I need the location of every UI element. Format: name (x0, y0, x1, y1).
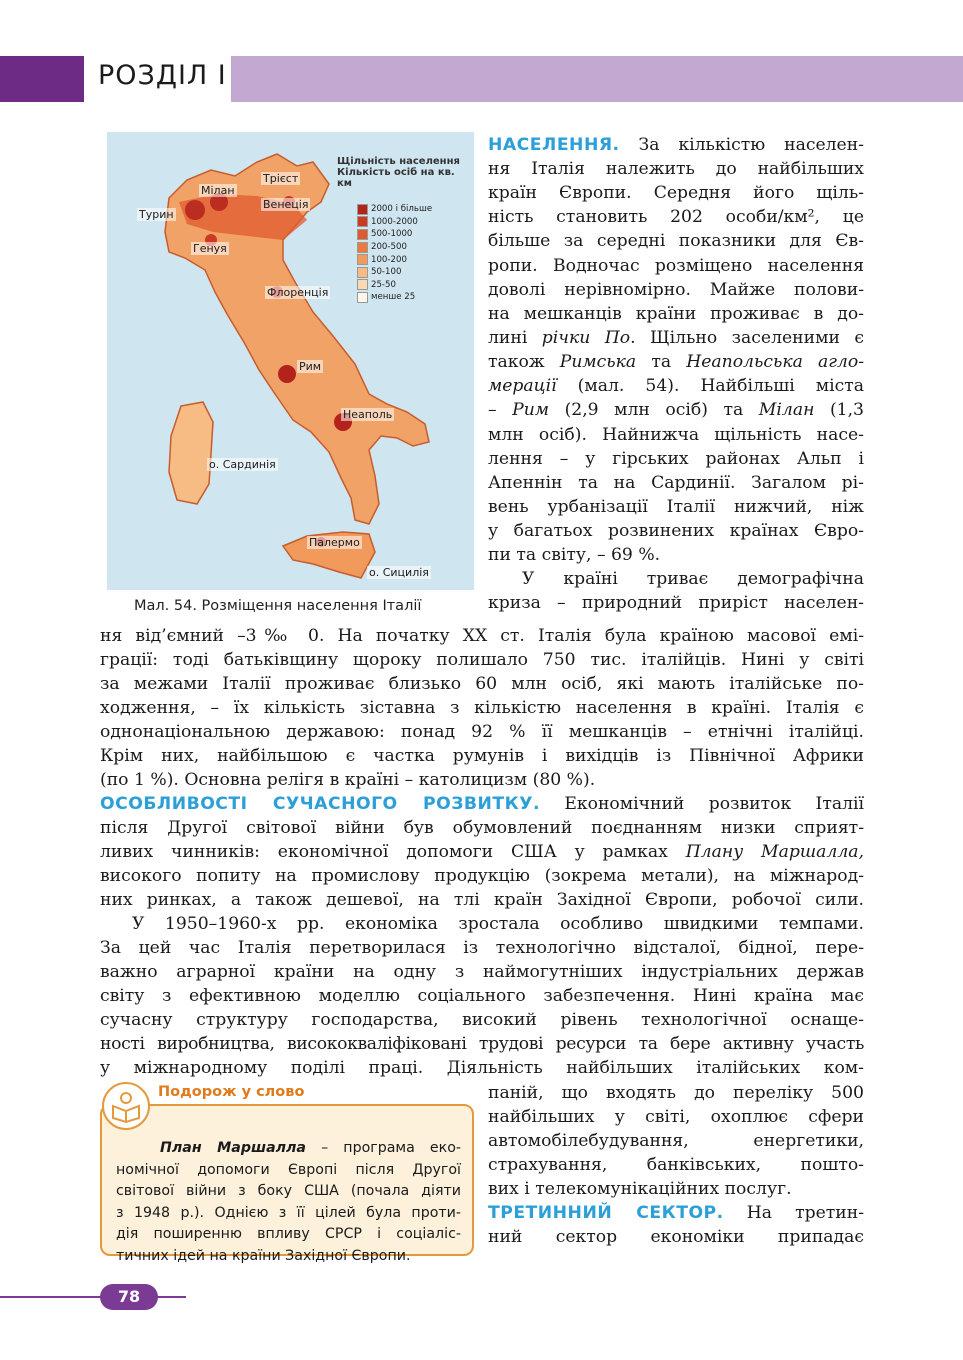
legend-label: 100-200 (371, 254, 407, 265)
text-span-italic: Рим (512, 400, 550, 420)
sidebar-line: з 1948 р.). Однією з її цілей була проти- (116, 1204, 461, 1221)
text-line: лення – у гірських районах Альп і (488, 449, 864, 469)
sidebar-text (116, 1138, 461, 1267)
text-line: паній, що входять до переліку 500 (488, 1083, 864, 1103)
text-span: За кількістю населен- (619, 135, 864, 155)
text-span: . Щільно заселеними є (630, 328, 864, 348)
legend-swatch (357, 229, 368, 240)
city-label-rome: Рим (299, 360, 322, 373)
text-line: важно аграрної країни на одну з наймогутніших індустріальних держав (100, 962, 864, 982)
sidebar-line: тичних ідей на країни Західної Європи. (116, 1247, 411, 1264)
text-span-italic: мерації (488, 376, 557, 396)
text-line (100, 840, 864, 864)
heading-development: ОСОБЛИВОСТІ СУЧАСНОГО РОЗВИТКУ. (100, 794, 540, 814)
legend-item (357, 291, 467, 304)
island-label-sicily: о. Сицилія (369, 566, 429, 579)
legend-label: 500-1000 (371, 229, 413, 240)
text-line: пи та світу, – 69 %. (488, 545, 661, 565)
text-span: (мал. 54). Найбільші міста (556, 376, 864, 396)
legend-label: 25-50 (371, 279, 396, 290)
legend-item (357, 279, 467, 292)
text-line: Крім них, найбільшою є частка румунів і вихідців із Північної Африки (100, 746, 864, 766)
text-line: більше за середні показники для Єв- (488, 231, 864, 251)
text-span-italic: Римська (559, 352, 637, 372)
book-icon (102, 1082, 150, 1130)
legend-item (357, 228, 467, 241)
legend-item (357, 216, 467, 229)
figure-caption: Мал. 54. Розміщення населення Італії (134, 598, 422, 614)
text-span: лині (488, 328, 542, 348)
legend-swatch (357, 204, 368, 215)
text-line: вень урбанізації Італії нижчий, ніж (488, 497, 864, 517)
sidebar-line: дія поширенню впливу СРСР і соціаліс- (116, 1226, 461, 1242)
text-span-italic: річки По (541, 328, 631, 348)
sidebar-line (116, 1138, 461, 1160)
legend-label: 200-500 (371, 242, 407, 253)
page-number-rule (0, 1296, 186, 1298)
page-number: 78 (100, 1284, 158, 1310)
text-line: У 1950–1960-х рр. економіка зростала особливо швидкими темпами. (132, 914, 864, 934)
legend-swatch (357, 216, 368, 227)
text-span: та (636, 352, 687, 372)
text-line: млн осіб). Найнижча щільність насе- (488, 425, 864, 445)
text-line: у багатьох розвинених країнах Євро- (488, 521, 864, 541)
text-line: страхування, банківських, пошто- (488, 1155, 864, 1175)
text-span: ливих чинників: економічної допомоги США у рамках (100, 842, 686, 862)
city-label-palermo: Палермо (309, 536, 360, 549)
sidebar-line: світової війни з боку США (почала діяти (116, 1183, 461, 1199)
text-line: за межами Італії проживає близько 60 млн осіб, які мають італійське по- (100, 674, 864, 694)
word-journey-box (100, 1082, 472, 1264)
text-span-italic: Мілан (758, 400, 815, 420)
text-line: У країні триває демографічна (522, 569, 864, 589)
legend-items (357, 203, 467, 304)
text-line (488, 374, 864, 398)
sidebar-title: Подорож у слово (158, 1084, 305, 1100)
text-span: також (488, 352, 560, 372)
legend-subtitle: Кількість осіб на кв. км (337, 167, 455, 189)
text-line: країн Європи. Середня його щіль- (488, 183, 864, 203)
city-label-genoa: Генуя (193, 242, 227, 255)
legend-label: 1000-2000 (371, 216, 418, 227)
city-label-venice: Венеція (263, 198, 309, 211)
sidebar-line: номічної допомоги Європі після Другої (116, 1161, 461, 1178)
legend-item (357, 203, 467, 216)
city-label-florence: Флоренція (267, 286, 329, 299)
sidebar-term: План Маршалла (160, 1140, 307, 1156)
text-span: Економічний розвиток Італії (539, 794, 864, 814)
text-line (488, 398, 864, 422)
text-span: (2,9 млн осіб) та (549, 400, 759, 420)
text-line: у міжнародному поділі праці. Діяльність найбільших італійських ком- (100, 1058, 864, 1078)
text-line (488, 326, 864, 350)
text-line: ний сектор економіки припадає (488, 1227, 864, 1247)
city-label-trieste: Трієст (263, 172, 299, 185)
text-line: ропи. Водночас розміщено населення (488, 256, 864, 276)
text-line: (по 1 %). Основна релігя в країні – католицизм (80 %). (100, 770, 596, 790)
text-span-italic: Плану Маршалла, (685, 842, 864, 862)
legend-item (357, 241, 467, 254)
text-span: – (488, 400, 513, 420)
legend-swatch (357, 254, 368, 265)
text-line: однонаціональною державою: понад 92 % її мешканців – етнічні італійці. (100, 722, 864, 742)
text-line (488, 133, 864, 157)
header-band (231, 56, 963, 102)
text-line: автомобілебудування, енергетики, (488, 1131, 864, 1151)
text-line: світу з ефективною моделлю соціального забезпечення. Нині країна має (100, 986, 864, 1006)
map-legend (337, 156, 467, 304)
text-line: ня Італія належить до найбільших (488, 159, 864, 179)
sidebar-panel (100, 1104, 474, 1264)
section-title: РОЗДІЛ І (98, 60, 227, 91)
text-line: ня від’ємний –3‰ 0. На початку XX ст. Італія була країною масової емі- (100, 626, 864, 646)
text-line: ність становить 202 особи/км², це (488, 207, 864, 227)
city-label-turin: Турин (139, 208, 174, 221)
city-label-milan: Мілан (201, 184, 235, 197)
text-line: вих і телекомунікаційних послуг. (488, 1179, 792, 1199)
text-line: них ринках, а також дешевої, на тлі країн Західної Європи, робочої сили. (100, 890, 864, 910)
text-line: доволі нерівномірно. Майже полови- (488, 280, 864, 300)
text-line: криза – природний приріст населен- (488, 593, 864, 613)
legend-label: 2000 і більше (371, 204, 433, 215)
text-span: На третин- (723, 1203, 864, 1223)
legend-item (357, 266, 467, 279)
heading-population: НАСЕЛЕННЯ. (488, 135, 620, 155)
legend-swatch (357, 267, 368, 278)
text-line: після Другої світової війни був обумовлений поєднанням низки сприят- (100, 818, 864, 838)
legend-swatch (357, 242, 368, 253)
text-span: – програма еко- (306, 1140, 461, 1156)
text-line: ності виробництва, висококваліфіковані трудові ресурси та бере активну участь (100, 1034, 864, 1054)
text-line: Апеннін та на Сардинії. Загалом рі- (488, 473, 864, 493)
text-line: ходження, – їх кількість зіставна з кількістю населення в країні. Італія є (100, 698, 864, 718)
text-line (100, 792, 864, 816)
island-label-sardinia: о. Сардинія (209, 458, 276, 471)
header-accent-block (0, 56, 84, 102)
text-line: високого попиту на промислову продукцію (зокрема метали), на міжнарод- (100, 866, 864, 886)
legend-item (357, 253, 467, 266)
text-line: на мешканців країни проживає в до- (488, 304, 864, 324)
text-span: (1,3 (814, 400, 864, 420)
legend-title: Щільність населення (337, 156, 460, 167)
text-line (488, 350, 864, 374)
text-line (488, 1201, 864, 1225)
text-span-italic: Неапольська агло- (686, 352, 865, 372)
legend-label: 50-100 (371, 267, 402, 278)
city-label-naples: Неаполь (343, 408, 393, 421)
text-line: найбільших у світі, охоплює сфери (488, 1107, 864, 1127)
legend-label: менше 25 (371, 292, 416, 303)
heading-tertiary: ТРЕТИННИЙ СЕКТОР. (488, 1203, 724, 1223)
population-density-map (107, 132, 474, 590)
text-line: За цей час Італія перетворилася із технологічно відсталої, бідної, пере- (100, 938, 864, 958)
text-line: сучасну структуру господарства, високий рівень технологічної оснаще- (100, 1010, 864, 1030)
legend-swatch (357, 292, 368, 303)
legend-swatch (357, 279, 368, 290)
text-line: грації: тоді батьківщину щороку полишало 750 тис. італійців. Нині у світі (100, 650, 864, 670)
